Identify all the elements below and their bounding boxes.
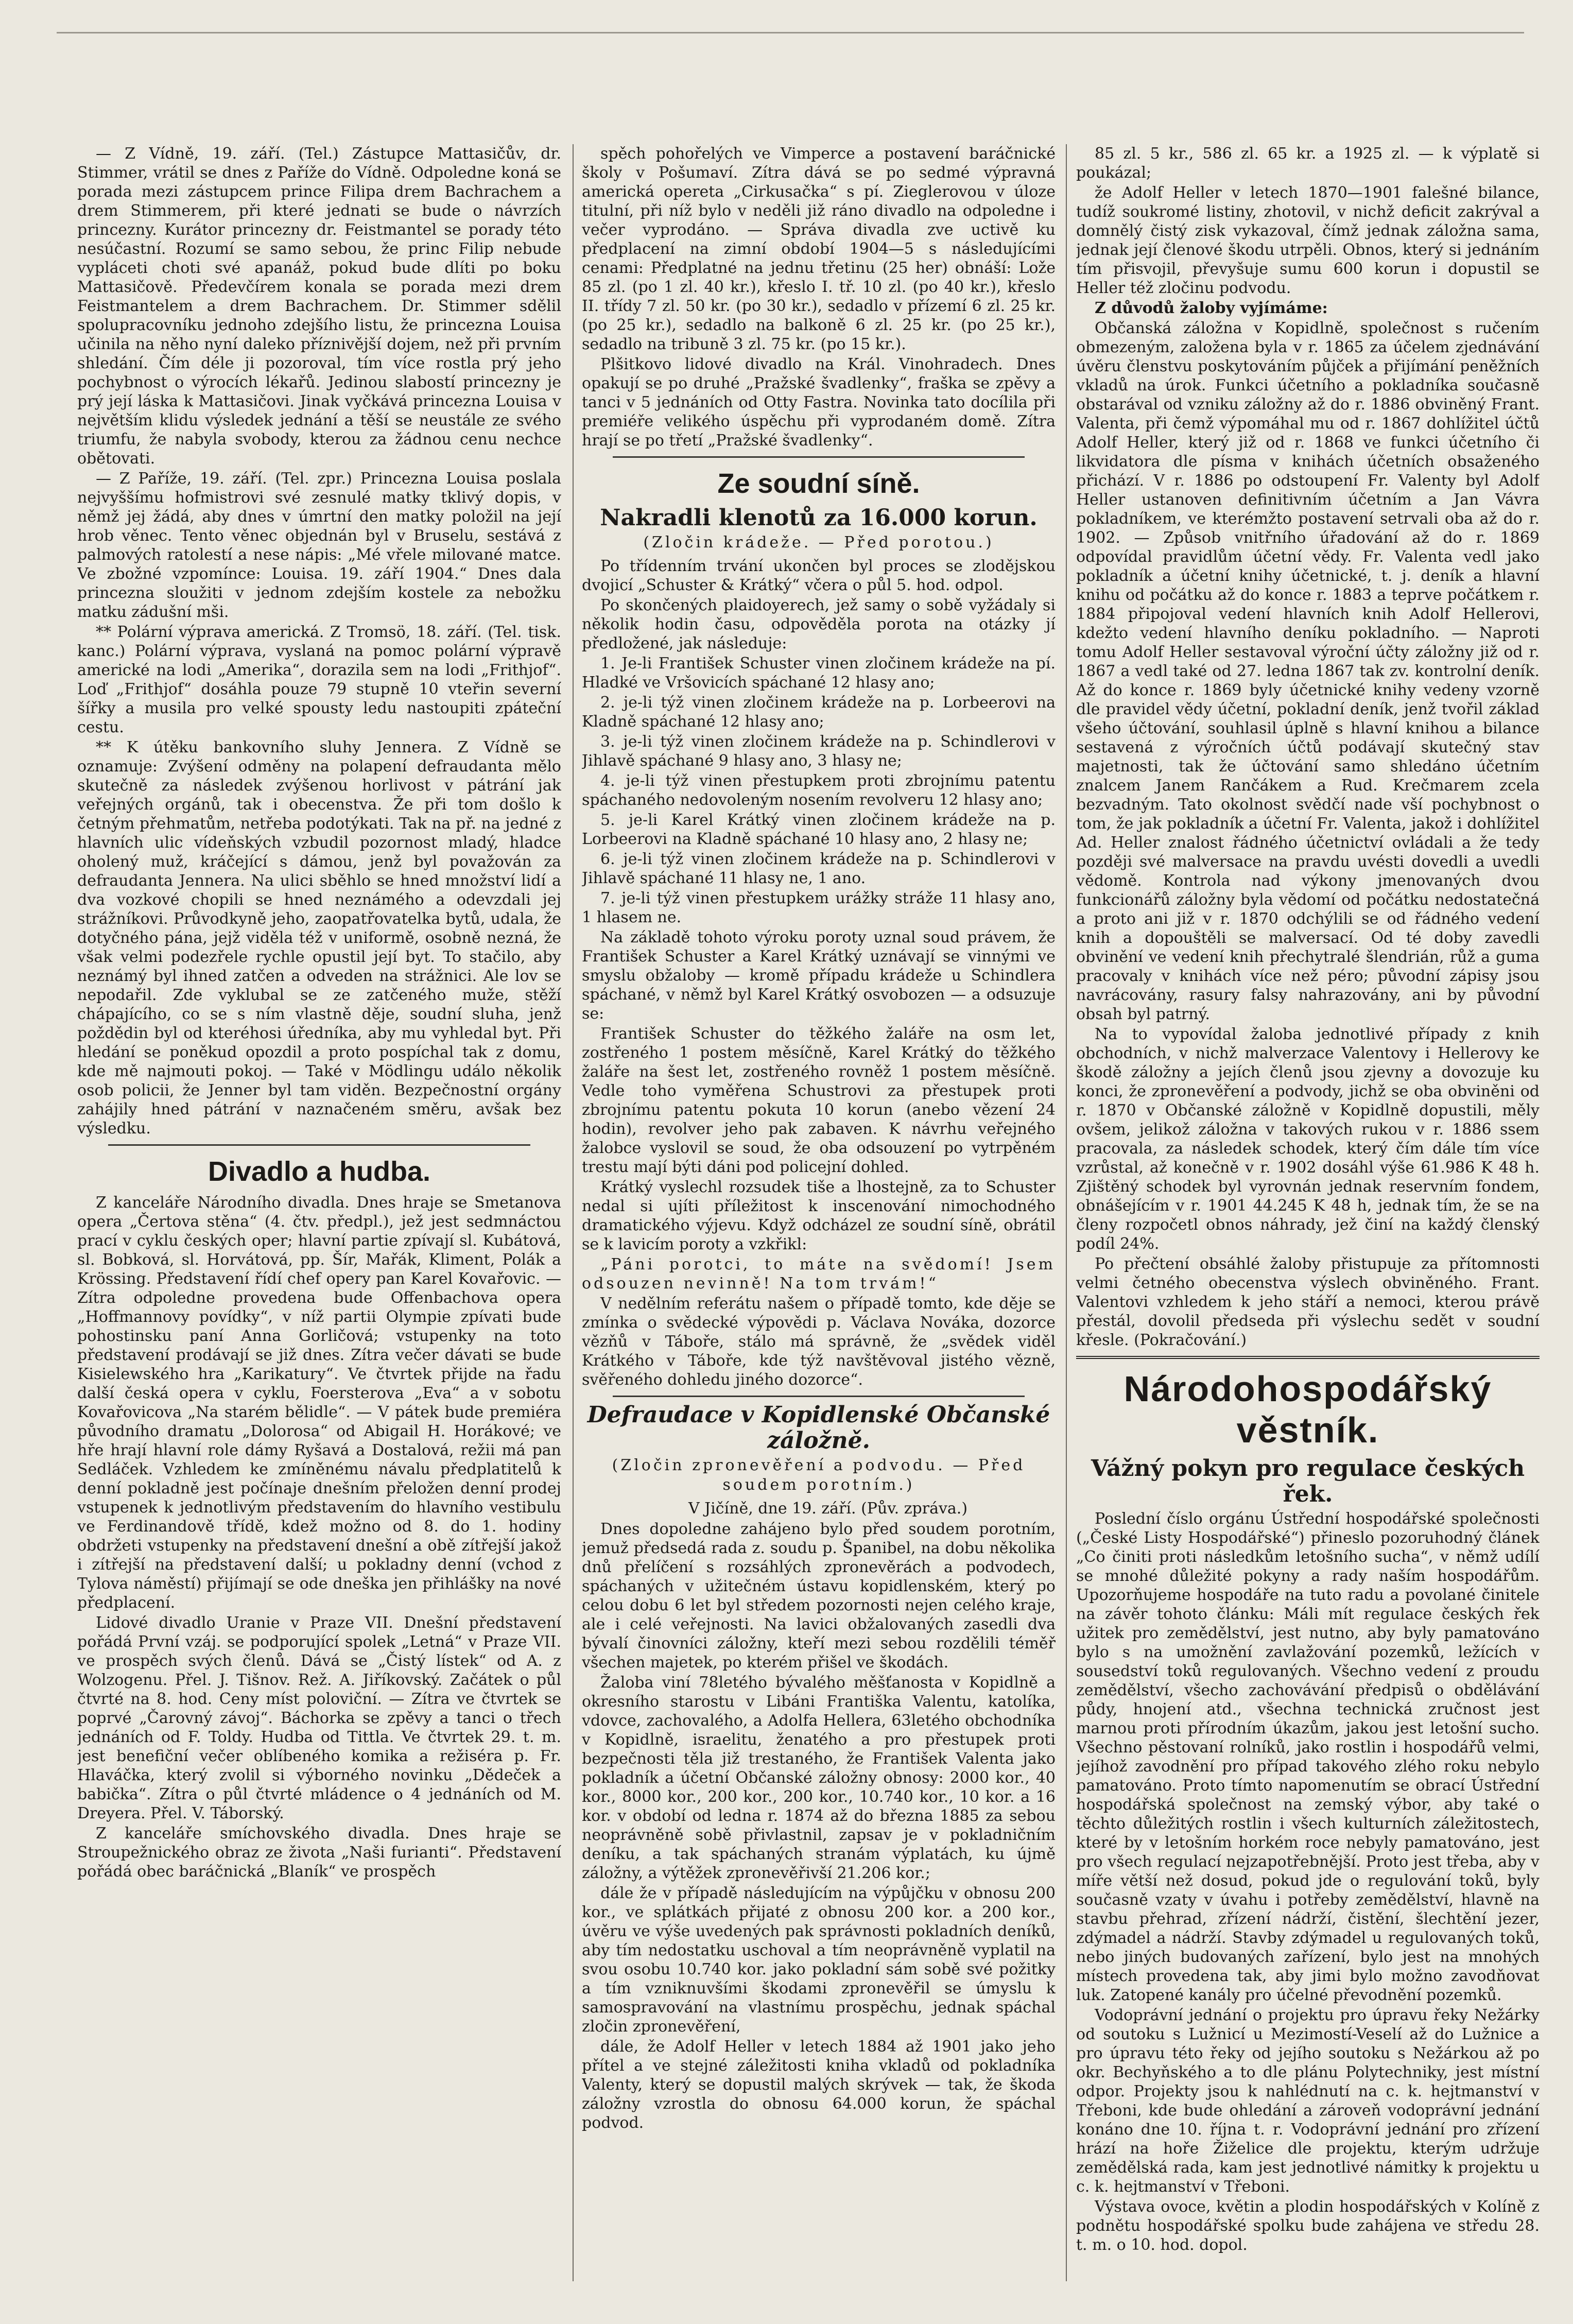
article-paragraph: Dnes dopoledne zahájeno bylo před soudem porotním, jemuž předsedá rada z. soudu p. Španibel, na dobu několika dnů přelíčení s rozsáhlých zpronevěrách a podvodech, spáchaných v užitečném ústavu kopidlenském, který po celou dobu 6 let byl středem pozornosti nejen celého kraje, ale i celé veřejnosti. Na lavici obžalovaných zasedli dva bývalí činovníci záložny, kteří mezi sebou rozdělili téměř všechen majetek, po kterém přišel ve škodách. xyxy=(582,1520,1056,1672)
verdict-item: 2. je-li týž vinen zločinem krádeže na p. Lorbeerovi na Kladně spáchané 12 hlasy ano; xyxy=(582,694,1056,731)
section-heading: Ze soudní síně. xyxy=(717,468,920,499)
verdict-item: 3. je-li týž vinen zločinem krádeže na p. Schindlerovi v Jihlavě spáchané 9 hlasy ano, 3 hlasy ne; xyxy=(582,733,1056,770)
article-paragraph: Po skončených plaidoyerech, jež samy o sobě vyžádaly si několik hodin času, odpověděla porota na otázky jí předložené, jak následuje: xyxy=(582,596,1056,652)
article-paragraph: Krátký vyslechl rozsudek tiše a lhostejně, za to Schuster nedal si ujíti příležitost k inscenování nimochodného dramatického výjevu. Když odcházel ze soudní síně, obrátil se k lavicím poroty a vzkřikl: xyxy=(582,1178,1056,1253)
article-headline: Nakradli klenotů za 16.000 korun. xyxy=(600,505,1038,531)
article-paragraph: spěch pohořelých ve Vimperce a postavení baráčnické školy v Pošumaví. Zítra dává se po sedmé výpravná americká opereta „Cirkusačka“ s pí. Zieglerovou v úloze titulní, při níž bylo v neděli již ráno divadlo na odpoledne i večer vyprodáno. — Správa divadla zve uctivě ku předplacení na zimní období 1904—5 s následujícími cenami: Předplatné na jednu třetinu (25 her) obnáší: Lože 85 zl. (po 1 zl. 40 kr.), křeslo I. tř. 10 zl. (po 40 kr.), křeslo II. třídy 7 zl. 50 kr. (po 30 kr.), sedadlo v přízemí 6 zl. 25 kr. (po 25 kr.), sedadlo na balkoně 6 zl. 25 kr. (po 25 kr.), sedadlo na tribuně 3 zl. 75 kr. (po 15 kr.). xyxy=(582,145,1056,353)
column-middle xyxy=(582,144,1056,2281)
article-paragraph: Vodoprávní jednání o projektu pro úpravu řeky Nežárky od soutoku s Lužnicí u Mezimostí-Veselí až do Lužnice a pro úpravu této řeky od jejího soutoku s Nežárkou až po okr. Bechyňského a to dle plánu Polytechniky, jest místní odpor. Projekty jsou k nahlédnutí na c. k. hejtmanství v Třeboni, kde bude ohledání a zároveň vodoprávní jednání konáno dne 10. října t. r. Vodoprávní jednání pro zřízení hrází na hoře Žiželice dle projektu, kterým udržuje zemědělská rada, kam jest jednotlivé námitky k projektu u c. k. hejtmanství v Třeboni. xyxy=(1076,2006,1540,2196)
section-heading: Národohospodářský věstník. xyxy=(1123,1369,1492,1450)
column-divider xyxy=(1066,144,1067,2281)
article-paragraph: Lidové divadlo Uranie v Praze VII. Dnešní představení pořádá První vzáj. se podporující spolek „Letná“ v Praze VII. ve prospěch svých členů. Dává se „Čistý lístek“ od A. z Wolzogenu. Přel. J. Tišnov. Rež. A. Jiříkovský. Začátek o půl čtvrté na 8. hod. Ceny míst poloviční. — Zítra ve čtvrtek se poprvé „Čarovný závoj“. Báchorka se zpěvy a tanci o třech jednáních od F. Toldy. Hudba od Tittla. Ve čtvrtek 29. t. m. jest benefiční večer oblíbeného komika a režiséra p. Fr. Hlaváčka, který zvolil si výborného novinku „Dědeček a babička“. Zítra o půl čtvrté mládence o 4 jednáních od M. Dreyera. Přel. V. Táborský. xyxy=(77,1614,561,1822)
verdict-item: 7. je-li týž vinen přestupkem urážky stráže 11 hlasy ano, 1 hlasem ne. xyxy=(582,889,1056,926)
dateline: V Jičíně, dne 19. září. (Pův. zpráva.) xyxy=(688,1500,968,1518)
section-divider xyxy=(1076,1356,1540,1359)
verdict-item: 4. je-li týž vinen přestupkem proti zbrojnímu patentu spáchaného nedovoleným nosením revolveru 12 hlasy ano; xyxy=(582,772,1056,809)
section-divider xyxy=(613,456,1025,458)
article-paragraph: Výstava ovoce, květin a plodin hospodářských v Kolíně z podnětu hospodářské spolku bude zahájena ve středu 28. t. m. o 10. hod. dopol. xyxy=(1076,2198,1540,2254)
article-paragraph: ** Polární výprava americká. Z Tromsö, 18. září. (Tel. tisk. kanc.) Polární výprava, vyslaná na pomoc polární výpravě americké na lodi „Amerika“, dorazila sem na lodi „Frithjof“. Loď „Frithjof“ dosáhla pouze 79 stupně 10 vteřin severní šířky a musila pro velké spousty ledu nastoupiti zpáteční cestu. xyxy=(77,623,561,736)
article-paragraph: Poslední číslo orgánu Ústřední hospodářské společnosti („České Listy Hospodářské“) přineslo pozoruhodný článek „Co činiti proti následkům letošního sucha“, v němž udílí se mnohé důležité pokyny a rady naším hospodářům. Upozorňujeme hospodáře na tuto radu a povolané činitele na závěr tohoto článku: Máli mít regulace českých řek užitek pro zemědělství, jest nutno, aby byly pamatováno bylo s na umožnění zavlažování pozemků, ležících v sousedství toků regulovaných. Všechno vedení z proudu zemědělství, všecho zachovávání předpisů o obdělávání půdy, hnojení atd., všechna technická zručnost jest marnou proti přírodním úkazům, jakou jest letošní sucho. Všechno pěstovaní rolníků, jako rostlin i hospodářů velmi, jejíhož zavodnění pro případ takového zlého roku nebylo pamatováno. Proto tímto napomenutím se obrací Ústřední hospodářská společnost na zemský výbor, aby také o těchto důležitých rostlin i všech kulturních záležitostech, které by v letošním horkém roce nebyly pamatováno, jest pro všech regulací nejzapotřebnější. Proto jest třeba, aby v míře větší než dosud, pokud jde o regulování toků, byly současně vzaty v úvahu i potřeby zemědělství, hlavně na stavbu přehrad, zřízení nádrží, čistění, šlechtění jezer, zdýmadel a nádrží. Stavby zdýmadel u regulovaných toků, nebo jiných budovaných zařízení, bylo jest na mnohých místech provedena tak, aby jimi bylo možno zavodňovat luk. Zatopené kanály pro účelné převodnění pozemků. xyxy=(1076,1510,1540,2004)
article-headline: Defraudace v Kopidlenské Občanské záložně. xyxy=(587,1402,1050,1454)
article-paragraph: Po přečtení obsáhlé žaloby přistupuje za přítomnosti velmi četného obecenstva výslech obviněného. Frant. Valentovi vzhledem k jeho stáří a nemoci, kterou právě přestál, dovolil předseda při výslechu sedět v soudní křesle. (Pokračování.) xyxy=(1076,1255,1540,1349)
article-paragraph: Žaloba viní 78letého bývalého měšťanosta v Kopidlně a okresního starostu v Libáni Františka Valentu, katolíka, vdovce, zachovalého, a Adolfa Hellera, 63letého obchodníka v Kopidlně, israelitu, ženatého a pro přestupek proti bezpečnosti těla již trestaného, že František Valenta jako pokladník a účetní Občanské záložny obnosy: 2000 kor., 40 kor., 8000 kor., 200 kor., 200 kor., 10.740 kor., 10 kor. a 16 kor. v období od ledna r. 1874 až do března 1885 za sebou neoprávněně sobě přivlastnil, zapsav je v pokladničním deníku, a tak spáchaných stranám výplatách, ku újmě záložny, a výtěžek zpronevěřivší 21.206 kor.; xyxy=(582,1674,1056,1882)
article-paragraph: 85 zl. 5 kr., 586 zl. 65 kr. a 1925 zl. — k výplatě si poukázal; xyxy=(1076,145,1540,182)
article-paragraph: dále, že Adolf Heller v letech 1884 až 1901 jako jeho přítel a ve stejné záležitosti kniha vkladů od pokladníka Valenty, který se dopustil malých skrývek — tak, že škoda záložny vzrostla do obnosu 64.000 korun, že spáchal podvod. xyxy=(582,2038,1056,2132)
article-caption: (Zločin zpronevěření a podvodu. — Před soudem porotním.) xyxy=(612,1456,1026,1494)
article-caption: (Zločin krádeže. — Před porotou.) xyxy=(643,533,994,552)
section-heading: Divadlo a hudba. xyxy=(208,1156,431,1187)
article-paragraph: V nedělním referátu našem o případě tomto, kde děje se zmínka o svědecké výpovědi p. Václava Nováka, dozorce vězňů v Táboře, stálo má správně, že „svědek viděl Krátkého v Táboře, kde týž navštěvoval jistého vězně, svěřeného dohledu jiného dozorce“. xyxy=(582,1295,1056,1389)
section-divider xyxy=(108,1144,530,1146)
quote-paragraph: „Páni porotci, to máte na svědomí! Jsem odsouzen nevinně! Na tom trvám!“ xyxy=(582,1255,1056,1293)
article-paragraph: Plšitkovo lidové divadlo na Král. Vinohradech. Dnes opakují se po druhé „Pražské švadlenky“, fraška se zpěvy a tanci v 5 jednáních od Otty Fastra. Novinka tato docílila při premiéře velikého úspěchu při vyprodaném domě. Zítra hrají se po třetí „Pražské švadlenky“. xyxy=(582,355,1056,450)
article-paragraph: že Adolf Heller v letech 1870—1901 falešné bilance, tudíž soukromé listiny, zhotovil, v nichž deficit zakrýval a domnělý čistý zisk vykazoval, čímž jednak záložna sama, jednak její členové škodu utrpěli. Obnos, který si jednáním tím přisvojil, převyšuje sumu 600 korun i dopustil se Heller též zločinu podvodu. xyxy=(1076,184,1540,297)
article-paragraph: ** K útěku bankovního sluhy Jennera. Z Vídně se oznamuje: Zvýšení odměny na polapení defraudanta mělo skutečně za následek zvýšenou horlivost v pátrání jak veřejných orgánů, tak i obecenstva. Že při tom došlo k četným přehmatům, netřeba podotýkati. Tak na př. na jedné z hlavních ulic vídeňských vzbudil pozornost mladý, hladce oholený muž, kráčející s dámou, jenž byl považován za defraudanta Jennera. Na ulici sběhlo se hned množství lidí a dva vozkové chopili se hned neznámého a odevzdali jej strážníkovi. Průvodkyně jeho, zaopatřovatelka bytů, udala, že dotyčného pána, jejž viděla též v uniformě, osobně nezná, že však velmi podezřele rychle opustil její byt. To stačilo, aby neznámý byl ihned zatčen a odveden na strážnici. Ale lov se nepodařil. Zde vyklubal se ze zatčeného muže, stěží chápajícího, co se s ním vlastně děje, soudní sluha, jenž poždědin byl od kteréhosi úředníka, aby mu vyhledal byt. Při hledání se poněkud opozdil a proto pospíchal tak z domu, kde mě najmouti pokoj. — Také v Mödlingu událo několik osob policii, že Jenner byl tam viděn. Bezpečnostní orgány zahájily hned pátrání v naznačeném směru, avšak bez výsledku. xyxy=(77,738,561,1138)
article-paragraph: Občanská záložna v Kopidlně, společnost s ručením obmezeným, založena byla v r. 1865 za účelem zjednávání úvěru členstvu poskytováním půjček a přijímání peněžních vkladů na úrok. Funkci účetního a pokladníka současně obstarával od vzniku záložny až do r. 1886 obviněný Frant. Valenta, při čemž výpomáhal mu od r. 1867 dohlížitel účtů Adolf Heller, který již od r. 1868 ve funkci účetního či likvidatora dle písma v knihách účetních obsaženého přichází. V r. 1886 po odstoupení Fr. Valenty byl Adolf Heller ustanoven definitivním účetním a Jan Vávra pokladníkem, ve kterémžto postavení setrvali oba až do r. 1902. — Způsob vnitřního úřadování až do r. 1869 odpovídal pravidlům účetní vědy. Fr. Valenta vedl jako pokladník a účetní knihy účetnické, t. j. deník a hlavní knihu od počátku až do konce r. 1883 a teprve počátkem r. 1884 připojoval vedení hlavních knih Adolf Hellerovi, kdežto vedení hlavního deníku pokladního. — Naproti tomu Adolf Heller sestavoval výroční účty záložny již od r. 1867 a vedl také od 27. ledna 1867 tak zv. kontrolní deník. Až do konce r. 1869 byly účetnické knihy vedeny vzorně dle pravidel vědy účetní, pokladní deník, jenž tvořil základ všeho účtování, souhlasil úplně s hlavní knihou a bilance sestavená z výročních účtů podávají skutečný stav majetnosti, tak že účtování samo shledáno účetním znalcem Janem Rančákem a Rud. Krečmarem zcela bezvadným. Tato okolnost svědčí nade vší pochybnost o tom, že jak pokladník a účetní Fr. Valenta, jakož i dohlížitel Ad. Heller znalost řádného účetnictví ovládali a že tedy později své malversace na pravdu uvésti dovedli a uvedli vědomě. Kontrola nad výkony jmenovaných dvou funkcionářů záložny byla vědomí od počátku nedostatečná a proto ani již v r. 1870 odchýlili se od řádného vedení knih a dopouštěli se malversací. Od té doby zavedli obvinění ve vedení knih přechytralé šlendrián, růž a guma pracovaly v knihách více než péro; původní zápisy jsou navrácovány, rasury falsy nahrazovány, ani by původní obsah byl patrný. xyxy=(1076,319,1540,1023)
article-paragraph: dále že v případě následujícím na výpůjčku v obnosu 200 kor., ve splátkách přijaté z obnosu 200 kor. a 200 kor., úvěru ve výše uvedených pak správnosti pokladních deníků, aby tím nedostatku uschoval a tím neoprávněně vyplatil na svou osobu 10.740 kor. jako pokladní sám sobě své požitky a tím vzniknuvšími škodami zpronevěřil se úmyslu k samospravování na vlastnímu prospěchu, jednak spáchal zločin zpronevěření, xyxy=(582,1884,1056,2036)
column-divider xyxy=(573,144,574,2281)
article-paragraph: Na základě tohoto výroku poroty uznal soud právem, že František Schuster a Karel Krátký uznávají se vinnými ve smyslu obžaloby — kromě případu krádeže u Schindlera spáchané, v němž byl Karel Krátký osvobozen — a odsuzuje se: xyxy=(582,928,1056,1023)
article-paragraph: Z kanceláře smíchovského divadla. Dnes hraje se Stroupežnického obraz ze života „Naši furianti“. Představení pořádá obec baráčnická „Blaník“ ve prospěch xyxy=(77,1824,561,1881)
column-left xyxy=(77,144,561,2281)
top-rule xyxy=(57,32,1524,33)
verdict-item: 1. Je-li František Schuster vinen zločinem krádeže na pí. Hladké ve Vršovicích spáchané 12 hlasy ano; xyxy=(582,655,1056,692)
column-right xyxy=(1076,144,1540,2281)
section-divider xyxy=(613,1396,1025,1397)
article-paragraph: František Schuster do těžkého žaláře na osm let, zostřeného 1 postem měsíčně, Karel Krátký do těžkého žaláře na šest let, zostřeného rovněž 1 postem měsíčně. Vedle toho vyměřena Schustrovi za přestupek proti zbrojnímu patentu pokuta 10 korun (anebo vězení 24 hodin), revolver jeho pak zabaven. K návrhu veřejného žalobce vyslovil se soud, že oba odsouzení po vytrpěném trestu mají býti dáni pod policejní dohled. xyxy=(582,1025,1056,1176)
verdict-item: 6. je-li týž vinen zločinem krádeže na p. Schindlerovi v Jihlavě spáchané 11 hlasy ne, 1 ano. xyxy=(582,850,1056,887)
article-paragraph: Z důvodů žaloby vyjímáme: xyxy=(1095,299,1328,317)
article-paragraph: Po třídenním trvání ukončen byl proces se zlodějskou dvojicí „Schuster & Krátký“ včera o půl 5. hod. odpol. xyxy=(582,557,1056,594)
article-paragraph: — Z Paříže, 19. září. (Tel. zpr.) Princezna Louisa poslala nejvyššímu hofmistrovi své zesnulé matky tklivý dopis, v němž jej žádá, aby dnes v úmrtní den matky položil na její hrob věnec. Tento věnec objednán byl v Bruselu, sestává z palmových ratolestí a nese nápis: „Mé vřele milované matce. Ve zbožné vzpomínce: Louisa. 19. září 1904.“ Dnes dala princezna sloužiti v jednom zdejším kostele za nebožku matku zádušní mši. xyxy=(77,470,561,621)
article-paragraph: — Z Vídně, 19. září. (Tel.) Zástupce Mattasičův, dr. Stimmer, vrátil se dnes z Paříže do Vídně. Odpoledne koná se porada mezi zástupcem prince Filipa drem Bachrachem a drem Stimmerem, při které jednati se bude o návrzích princezny. Kurátor princezny dr. Feistmantel se porady této nesúčastní. Rozumí se samo sebou, že princ Filip nebude vypláceti choti své apanáž, pokud bude dlíti po boku Mattasičově. Předevčírem konala se porada mezi drem Feistmantelem a drem Bachrachem. Dr. Stimmer sdělil spolupracovníku jednoho zdejšího listu, že princezna Louisa učinila na něho nyní daleko příznivější dojem, než při prvním shledání. Čím déle ji pozoroval, tím více rostla prý jeho pochybnost o výrocích lékařů. Jedinou slabostí princezny je prý její láska k Mattasičovi. Jinak vyčkává princezna Louisa v největším klidu výsledek jednání a těší se neustále ze svého triumfu, že nabyla svobody, kterou za žádnou cenu nechce obětovati. xyxy=(77,145,561,468)
article-headline: Vážný pokyn pro regulace českých řek. xyxy=(1091,1455,1525,1507)
article-paragraph: Na to vypovídal žaloba jednotlivé případy z knih obchodních, v nichž malverzace Valentovy i Hellerovy ke škodě záložny a jejích členů jsou zjevny a dovozuje ku konci, že zpronevěření a podvody, jichž se oba obviněni od r. 1870 v Občanské záložně v Kopidlně dopustili, měly ovšem, jelikož záložna v takových rukou v r. 1886 ssem pracovala, za následek schodek, který čím dále tím více vzrůstal, až konečně v r. 1902 dosáhl výše 61.986 K 48 h. Zjištěný schodek byl vyrovnán jednak reservním fondem, obnášejícím v r. 1901 44.245 K 48 h, jednak tím, že se na členy rozpočetl obnos náhrady, jež činí na každý členský podíl 24%. xyxy=(1076,1025,1540,1253)
article-paragraph: Z kanceláře Národního divadla. Dnes hraje se Smetanova opera „Čertova stěna“ (4. čtv. předpl.), jež jest sedmnáctou prací v cyklu českých oper; hlavní partie zpívají sl. Kubátová, sl. Bobková, sl. Horvátová, pp. Šír, Mařák, Kliment, Polák a Krössing. Představení řídí chef opery pan Karel Kovařovic. — Zítra odpoledne provedena bude Offenbachova opera „Hoffmannovy povídky“, v níž partii Olympie zpívati bude pohostinsku paní Anna Gorličová; vstupenky na toto představení prodávají se již dnes. Zítra večer dávati se bude Kisielewského hra „Karikatury“. Ve čtvrtek přijde na řadu další česká opera v cyklu, Foersterova „Eva“ a v sobotu Kovařovicova „Na starém bělidle“. — V pátek bude premiéra původního dramatu „Dolorosa“ od Abigail H. Horákové; ve hře hrají hlavní role dámy Ryšavá a Dostalová, režii má pan Sedláček. Vzhledem ke zmíněnému návalu předplatitelů k denní pokladně jest počínaje dnešním přeložen denní prodej vstupenek k jednotlivým představením do hlavního vestibulu ve Ferdinandově třídě, kdež možno od 8. do 1. hodiny obdržeti vstupenky na představení dnešní a obě zítřejší jakož i zítřejší na představení další; u pokladny denní (vchod z Tylova náměstí) přijímají se ode dneška jen přihlášky na nové předplacení. xyxy=(77,1194,561,1612)
verdict-item: 5. je-li Karel Krátký vinen zločinem krádeže na p. Lorbeerovi na Kladně spáchané 10 hlasy ano, 2 hlasy ne; xyxy=(582,811,1056,848)
